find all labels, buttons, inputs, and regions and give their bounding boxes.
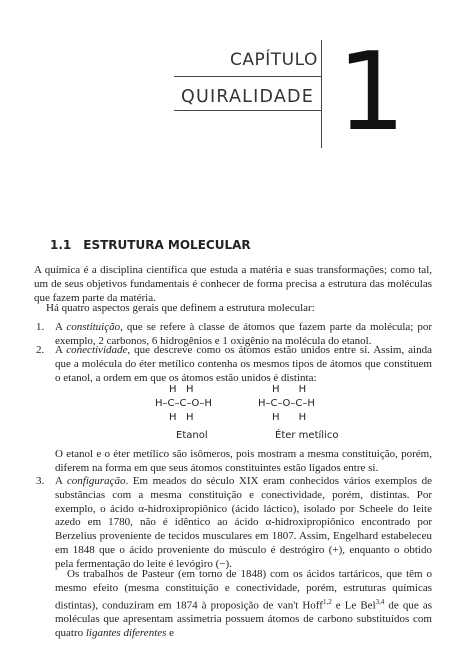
section-title: ESTRUTURA MOLECULAR <box>83 238 251 252</box>
structure-row: H H <box>272 412 307 423</box>
item-term: configuração <box>66 475 126 487</box>
pasteur-paragraph <box>55 568 432 641</box>
intro-list-lead: Há quatro aspectos gerais que definem a estrutura molecular: <box>46 302 315 314</box>
item-text: de que as moléculas que apresentam assimetria possuem átomos de carbono substituídos com quatro <box>55 599 432 639</box>
chapter-rule-top <box>174 76 322 77</box>
item-term: ligantes diferentes <box>85 626 167 639</box>
intro-paragraph: A química é a disciplina científica que estuda a matéria e suas transformações; como tal, um de seus objetivos fundamentais é conhecer de forma precisa a estrutura das moléculas que fazem parte da matéria. <box>34 264 432 304</box>
structure-row: H H <box>169 412 194 423</box>
item-text: Os trabalhos de Pasteur (em torno de 1848) com os ácidos tartáricos, que têm o mesmo efeito (mesma constituição e conectividade, porém, estruturas químicas distintas), conduziram em 1874 à proposição de van't Hoff <box>55 568 432 612</box>
section-number: 1.1 <box>50 238 72 252</box>
item-text: A <box>55 321 67 333</box>
chapter-divider <box>321 40 322 148</box>
item-text: . Em meados do século XIX eram conhecidos vários exemplos de substâncias com a mesma constituição e conectividade, porém, distintas. Por exemplo, o ácido α-hidroxipropiônico (ácido láctico), isolado por Scheele do leite azedo em 1780, não é idêntico ao ácido α-hidroxipropiônico encontrado por Berzelius proveniente de tecidos musculares em 1807. Assim, Engelhard estabeleceu em 1848 que o ácido proveniente do músculo é destrógiro (+), enquanto o obtido pela fermentação do leite é levógiro (−). <box>55 475 433 570</box>
citation: 3,4 <box>375 597 385 606</box>
chapter-label: CAPÍTULO <box>230 50 318 70</box>
list-item-number: 1. <box>36 321 45 333</box>
ether-caption: Éter metílico <box>275 430 339 441</box>
list-item-number: 2. <box>36 344 45 356</box>
isomer-paragraph: O etanol e o éter metílico são isômeros, pois mostram a mesma constituição, porém, diferem na forma em que seus átomos constituintes estão ligados entre si. <box>55 448 432 474</box>
structure-row: H H <box>272 384 307 395</box>
item-term: conectividade <box>66 344 128 356</box>
ethanol-caption: Etanol <box>176 430 208 441</box>
structure-row: H H <box>169 384 194 395</box>
chapter-number: 1 <box>337 30 406 155</box>
list-item-number: 3. <box>36 475 45 487</box>
section-heading <box>50 238 251 252</box>
list-item-conectividade <box>55 344 432 385</box>
item-text: , que descreve como os átomos estão unidos entre si. Assim, ainda que a molécula do éter metílico contenha os mesmos tipos de átomos que constituem o etanol, a ordem em que os átomos estão unidos é distinta: <box>55 344 432 384</box>
citation: 1,2 <box>322 597 332 606</box>
item-text: , que se refere à classe de átomos que fazem parte da molécula; por exemplo, 2 carbonos, 6 hidrogênios e 1 oxigênio na molécula do etanol. <box>55 321 432 347</box>
list-item-configuracao <box>55 475 432 572</box>
structure-row: H–C–C–O–H <box>155 398 212 409</box>
item-term: constituição <box>66 321 121 333</box>
chapter-title: QUIRALIDADE <box>181 87 314 107</box>
item-text: A <box>55 344 67 356</box>
item-text: A <box>55 475 67 487</box>
structure-row: H–C–O–C–H <box>258 398 315 409</box>
item-text: e Le Bel <box>331 599 376 612</box>
chapter-rule-bottom <box>174 110 322 111</box>
item-text: e <box>166 626 175 639</box>
